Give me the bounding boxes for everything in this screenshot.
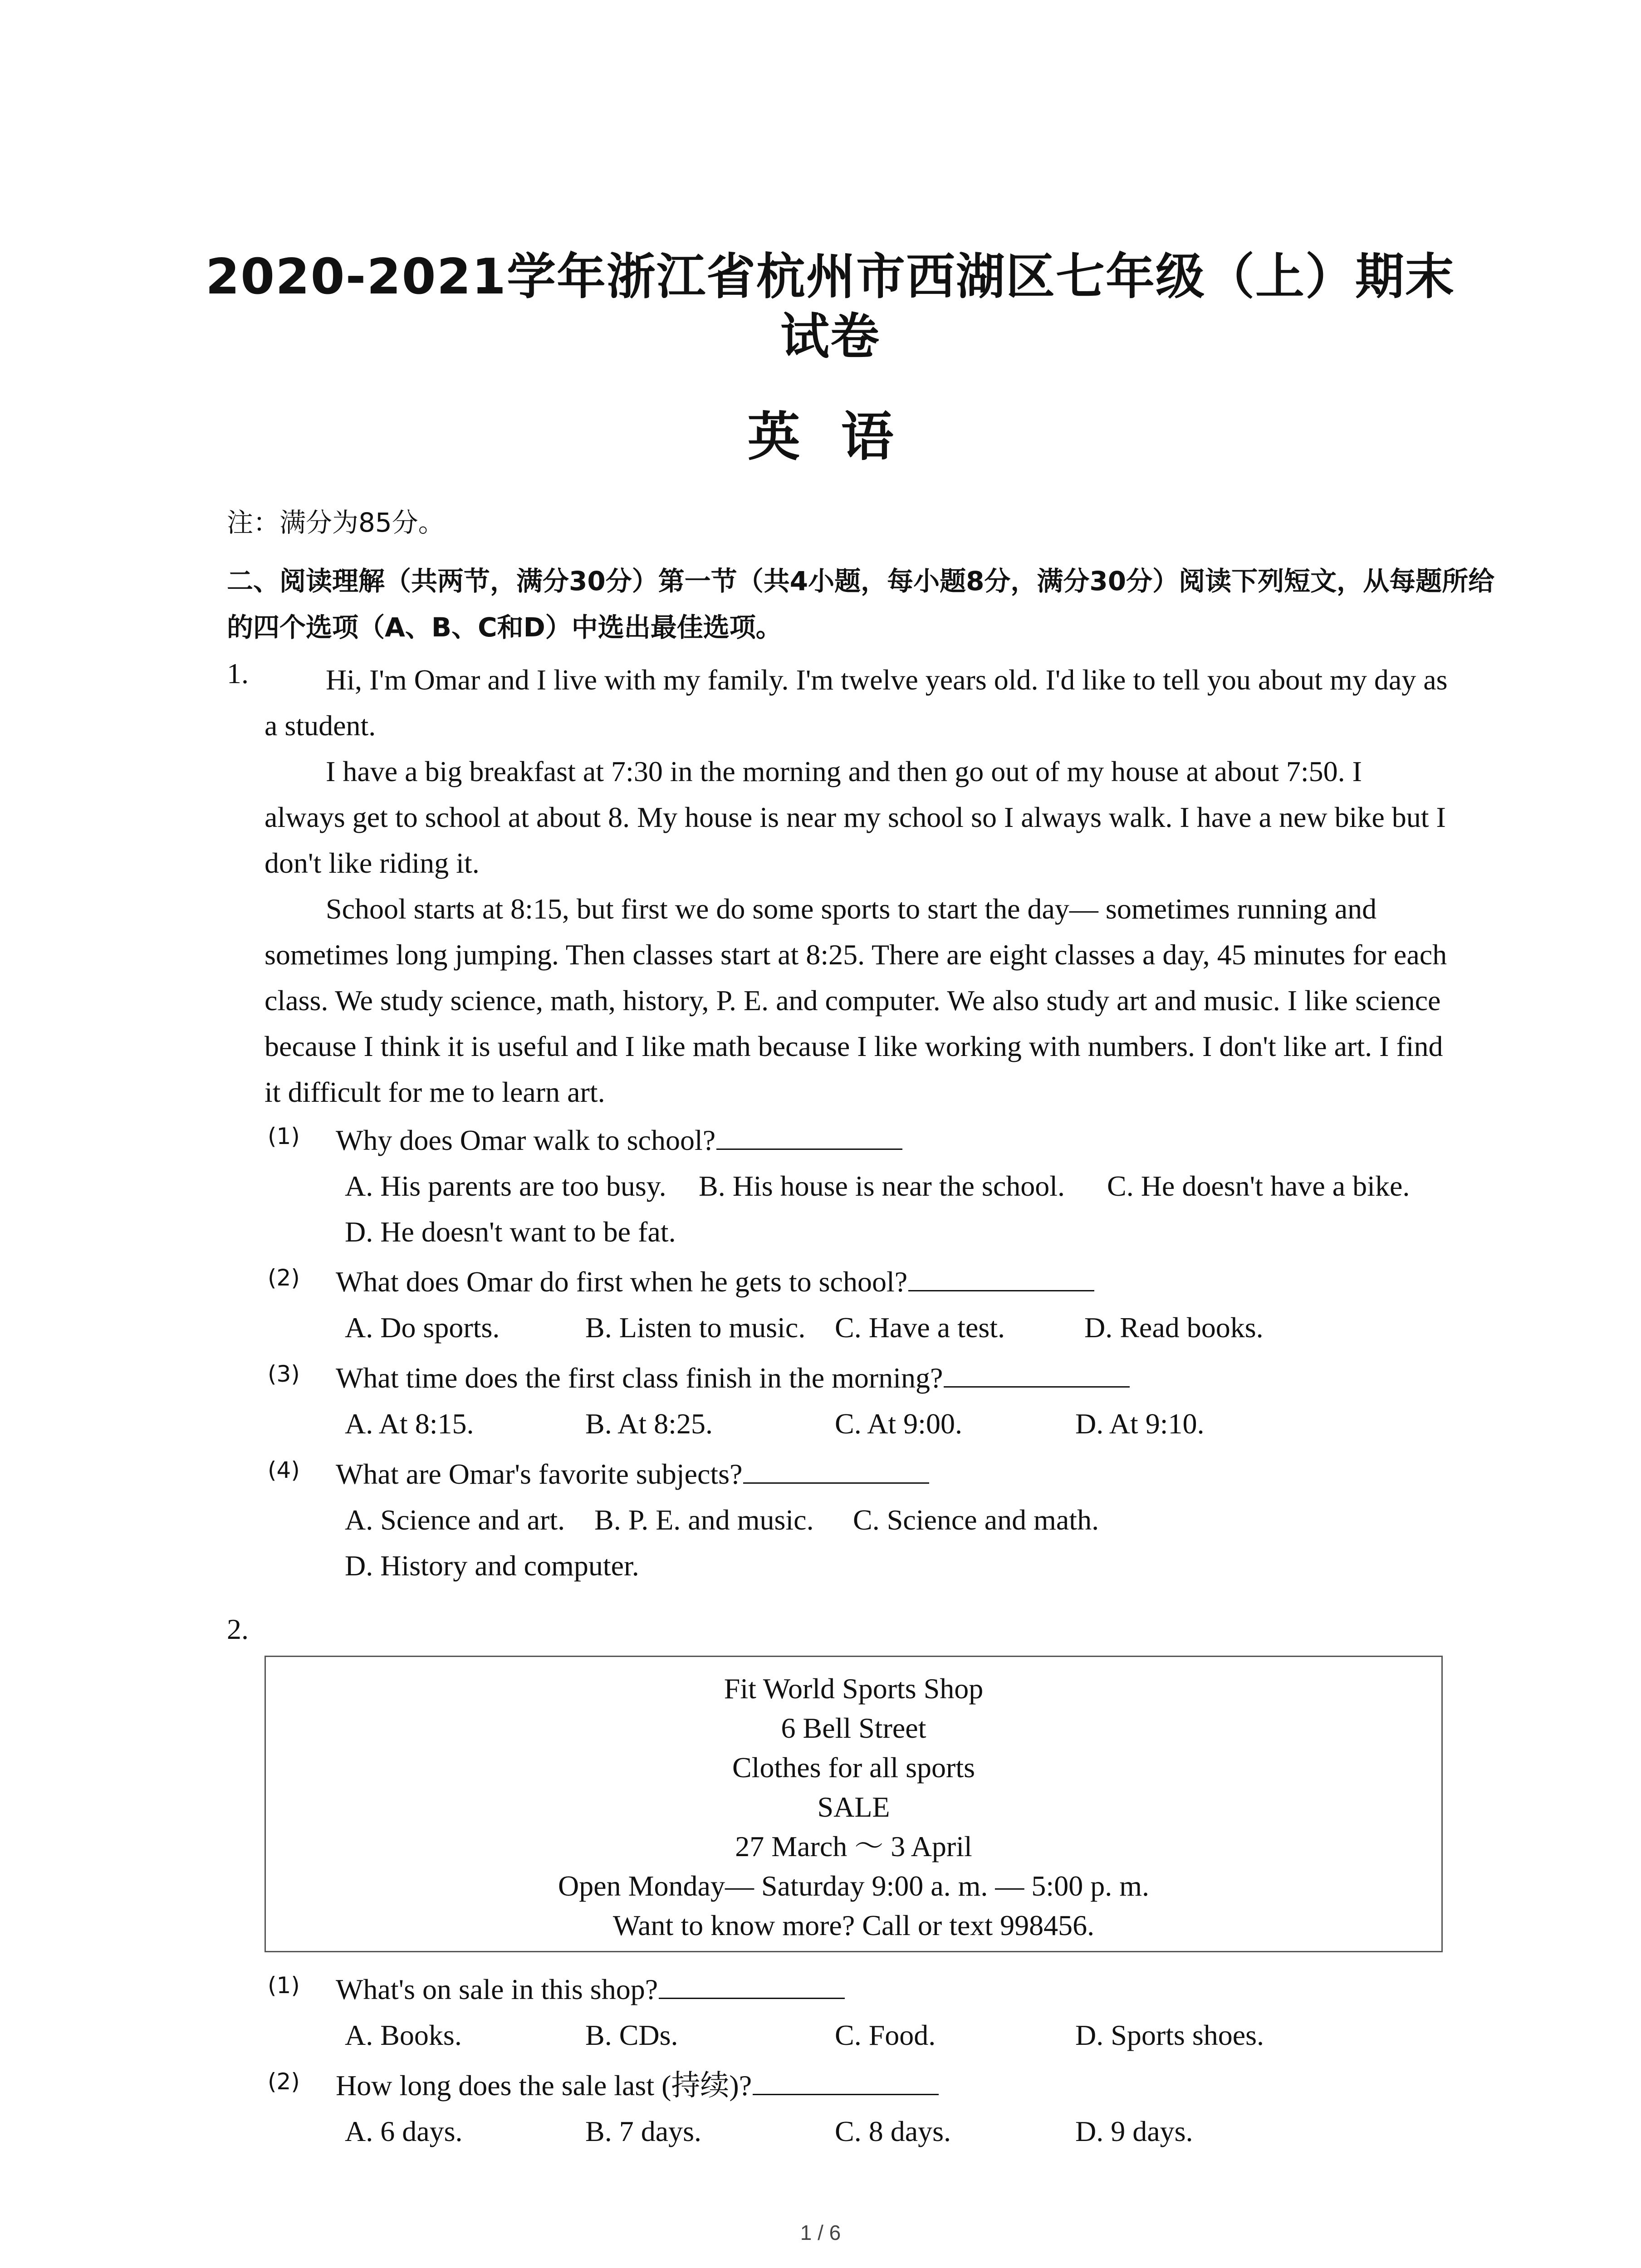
option-d[interactable]: D. 9 days.: [1075, 2115, 1193, 2147]
option-c[interactable]: C. Science and math.: [853, 1504, 1099, 1536]
answer-blank[interactable]: [659, 1972, 845, 1999]
ad-line: 27 March ～ 3 April: [735, 1830, 972, 1862]
ad-line: Fit World Sports Shop: [724, 1672, 984, 1705]
option-d[interactable]: D. History and computer.: [345, 1549, 639, 1582]
shop-advertisement: [265, 1656, 1443, 1952]
score-note: 注：满分为85分。: [227, 507, 445, 538]
option-c[interactable]: C. 8 days.: [835, 2115, 951, 2147]
answer-blank[interactable]: [908, 1265, 1094, 1291]
answer-blank[interactable]: [716, 1123, 902, 1150]
option-c[interactable]: C. Have a test.: [835, 1311, 1005, 1344]
option-d[interactable]: D. Read books.: [1084, 1311, 1264, 1344]
option-d[interactable]: D. He doesn't want to be fat.: [345, 1216, 676, 1248]
ad-line: SALE: [817, 1791, 890, 1823]
answer-blank[interactable]: [944, 1361, 1130, 1388]
question-1-passage: [265, 657, 1449, 1115]
answer-blank[interactable]: [743, 1457, 929, 1484]
options: [345, 1401, 1479, 1447]
passage-paragraph: Hi, I'm Omar and I live with my family. I'm twelve years old. I'd like to tell you about my day as a student.: [265, 664, 1448, 742]
option-a[interactable]: A. Science and art.: [345, 1504, 565, 1536]
options: [345, 1305, 1479, 1350]
option-c[interactable]: C. He doesn't have a bike.: [1107, 1170, 1410, 1202]
option-d[interactable]: D. Sports shoes.: [1075, 2019, 1264, 2051]
exam-title: 2020-2021学年浙江省杭州市西湖区七年级（上）期末试卷: [206, 249, 1455, 365]
question-2-number: 2.: [227, 1613, 249, 1645]
options: [345, 1497, 1479, 1589]
sub-question-stem: What are Omar's favorite subjects?: [336, 1451, 929, 1497]
option-a[interactable]: A. 6 days.: [345, 2115, 463, 2147]
option-b[interactable]: B. 7 days.: [585, 2115, 701, 2147]
page-number: 1 / 6: [800, 2221, 841, 2244]
sub-question-number: (4): [268, 1457, 300, 1483]
option-a[interactable]: A. Do sports.: [345, 1311, 500, 1344]
option-b[interactable]: B. His house is near the school.: [699, 1170, 1065, 1202]
sub-question-number: (2): [268, 1265, 300, 1291]
option-d[interactable]: D. At 9:10.: [1075, 1408, 1205, 1440]
option-b[interactable]: B. CDs.: [585, 2019, 678, 2051]
option-a[interactable]: A. At 8:15.: [345, 1408, 474, 1440]
option-c[interactable]: C. At 9:00.: [835, 1408, 962, 1440]
sub-question-stem: What time does the first class finish in the morning?: [336, 1355, 1130, 1401]
passage-paragraph: I have a big breakfast at 7:30 in the morning and then go out of my house at about 7:50. I always get to school at about 8. My house is near my school so I always walk. I have a new bike but I don't like riding it.: [265, 755, 1446, 879]
sub-question-stem: How long does the sale last (持续)?: [336, 2063, 939, 2108]
options: [345, 2012, 1479, 2058]
ad-line: 6 Bell Street: [781, 1712, 926, 1744]
answer-blank[interactable]: [753, 2068, 939, 2095]
sub-question-stem: What's on sale in this shop?: [336, 1966, 845, 2012]
section-heading: 二、阅读理解（共两节，满分30分）第一节（共4小题，每小题8分，满分30分）阅读下列短文，从每题所给的四个选项（A、B、C和D）中选出最佳选项。: [227, 566, 1495, 643]
subject-heading: 英语: [747, 406, 935, 468]
ad-line: Open Monday— Saturday 9:00 a. m. — 5:00 p. m.: [558, 1870, 1149, 1902]
sub-question-number: (1): [268, 1972, 300, 1999]
option-c[interactable]: C. Food.: [835, 2019, 936, 2051]
option-a[interactable]: A. Books.: [345, 2019, 462, 2051]
options: [345, 2108, 1479, 2154]
question-1-number: 1.: [227, 657, 249, 689]
ad-line: Want to know more? Call or text 998456.: [612, 1909, 1095, 1941]
option-b[interactable]: B. P. E. and music.: [594, 1504, 814, 1536]
sub-question-number: (3): [268, 1361, 300, 1387]
sub-question-number: (1): [268, 1123, 300, 1149]
ad-line: Clothes for all sports: [732, 1751, 975, 1784]
sub-question-stem: What does Omar do first when he gets to school?: [336, 1259, 1094, 1305]
sub-question-stem: Why does Omar walk to school?: [336, 1117, 902, 1163]
sub-question-number: (2): [268, 2068, 300, 2095]
option-b[interactable]: B. At 8:25.: [585, 1408, 713, 1440]
passage-paragraph: School starts at 8:15, but first we do some sports to start the day— sometimes running and sometimes long jumping. Then classes start at 8:25. There are eight classes a day, 45 minutes for each class. We study science, math, history, P. E. and computer. We also study art and music. I like science because I think it is useful and I like math because I like working with numbers. I don't like art. I find it difficult for me to learn art.: [265, 893, 1447, 1108]
options: [345, 1163, 1479, 1255]
option-a[interactable]: A. His parents are too busy.: [345, 1170, 666, 1202]
option-b[interactable]: B. Listen to music.: [585, 1311, 806, 1344]
